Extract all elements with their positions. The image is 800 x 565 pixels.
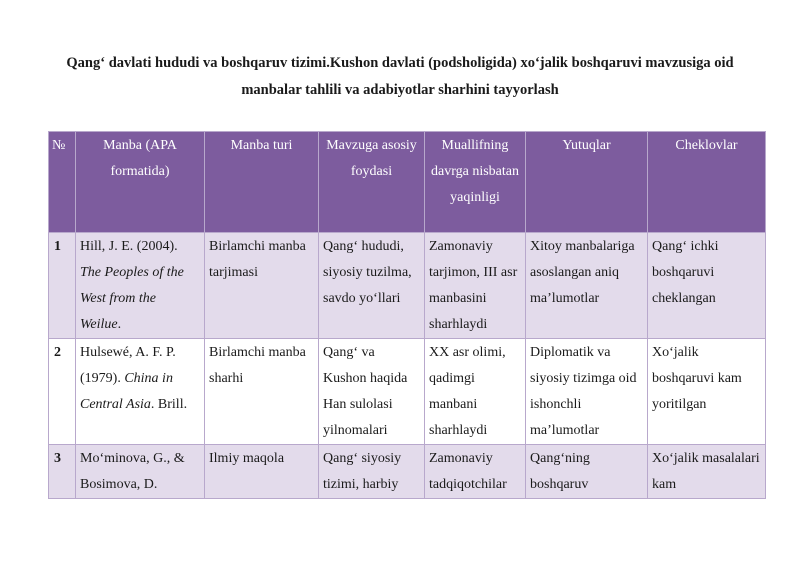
source-title: China in Central Asia [80, 371, 173, 412]
header-limitations: Cheklovlar [648, 132, 766, 233]
header-usefulness: Mavzuga asosiy foydasi [319, 132, 425, 233]
source-cell [76, 445, 205, 499]
source-tail: . [117, 317, 122, 332]
limitations-cell: Qang‘ ichki boshqaruvi cheklangan [648, 233, 766, 339]
proximity-cell: Zamonaviy tadqiqotchilar [425, 445, 526, 499]
row-number: 1 [49, 233, 76, 339]
header-source: Manba (APA formatida) [76, 132, 205, 233]
usefulness-cell: Qang‘ siyosiy tizimi, harbiy [319, 445, 425, 499]
source-citation: Hill, J. E. (2004). [80, 239, 178, 254]
usefulness-cell: Qang‘ va Kushon haqida Han sulolasi yilnomalari [319, 339, 425, 445]
source-cell [76, 339, 205, 445]
row-number: 3 [49, 445, 76, 499]
achievements-cell: Diplomatik va siyosiy tizimga oid ishonchli ma’lumotlar [526, 339, 648, 445]
source-type-cell: Ilmiy maqola [205, 445, 319, 499]
header-row [49, 132, 766, 233]
source-citation: Mo‘minova, G., & Bosimova, D. [80, 451, 185, 492]
source-tail: . Brill. [150, 397, 188, 412]
table-header [49, 132, 766, 233]
source-type-cell: Birlamchi manba sharhi [205, 339, 319, 445]
row-number: 2 [49, 339, 76, 445]
table-row [49, 339, 766, 445]
proximity-cell: XX asr olimi, qadimgi manbani sharhlaydi [425, 339, 526, 445]
document-title: Qang‘ davlati hududi va boshqaruv tizimi.Kushon davlati (podsholigida) xo‘jalik boshqaruvi mavzusiga oid manbalar tahlili va adabiyotlar sharhini tayyorlash [66, 55, 734, 98]
usefulness-cell: Qang‘ hududi, siyosiy tuzilma, savdo yo‘llari [319, 233, 425, 339]
table-row [49, 233, 766, 339]
source-type-cell: Birlamchi manba tarjimasi [205, 233, 319, 339]
header-author-proximity: Muallifning davrga nisbatan yaqinligi [425, 132, 526, 233]
source-citation: Hulsewé, A. F. P. (1979). [80, 345, 176, 386]
header-achievements: Yutuqlar [526, 132, 648, 233]
header-number: № [49, 132, 76, 233]
limitations-cell: Xo‘jalik masalalari kam [648, 445, 766, 499]
header-source-type: Manba turi [205, 132, 319, 233]
source-title: The Peoples of the West from the Weilue [80, 265, 184, 332]
achievements-cell: Qang‘ning boshqaruv [526, 445, 648, 499]
proximity-cell: Zamonaviy tarjimon, III asr manbasini sharhlaydi [425, 233, 526, 339]
table-row [49, 445, 766, 499]
literature-review-table [48, 131, 766, 499]
source-cell [76, 233, 205, 339]
limitations-cell: Xo‘jalik boshqaruvi kam yoritilgan [648, 339, 766, 445]
achievements-cell: Xitoy manbalariga asoslangan aniq ma’lumotlar [526, 233, 648, 339]
